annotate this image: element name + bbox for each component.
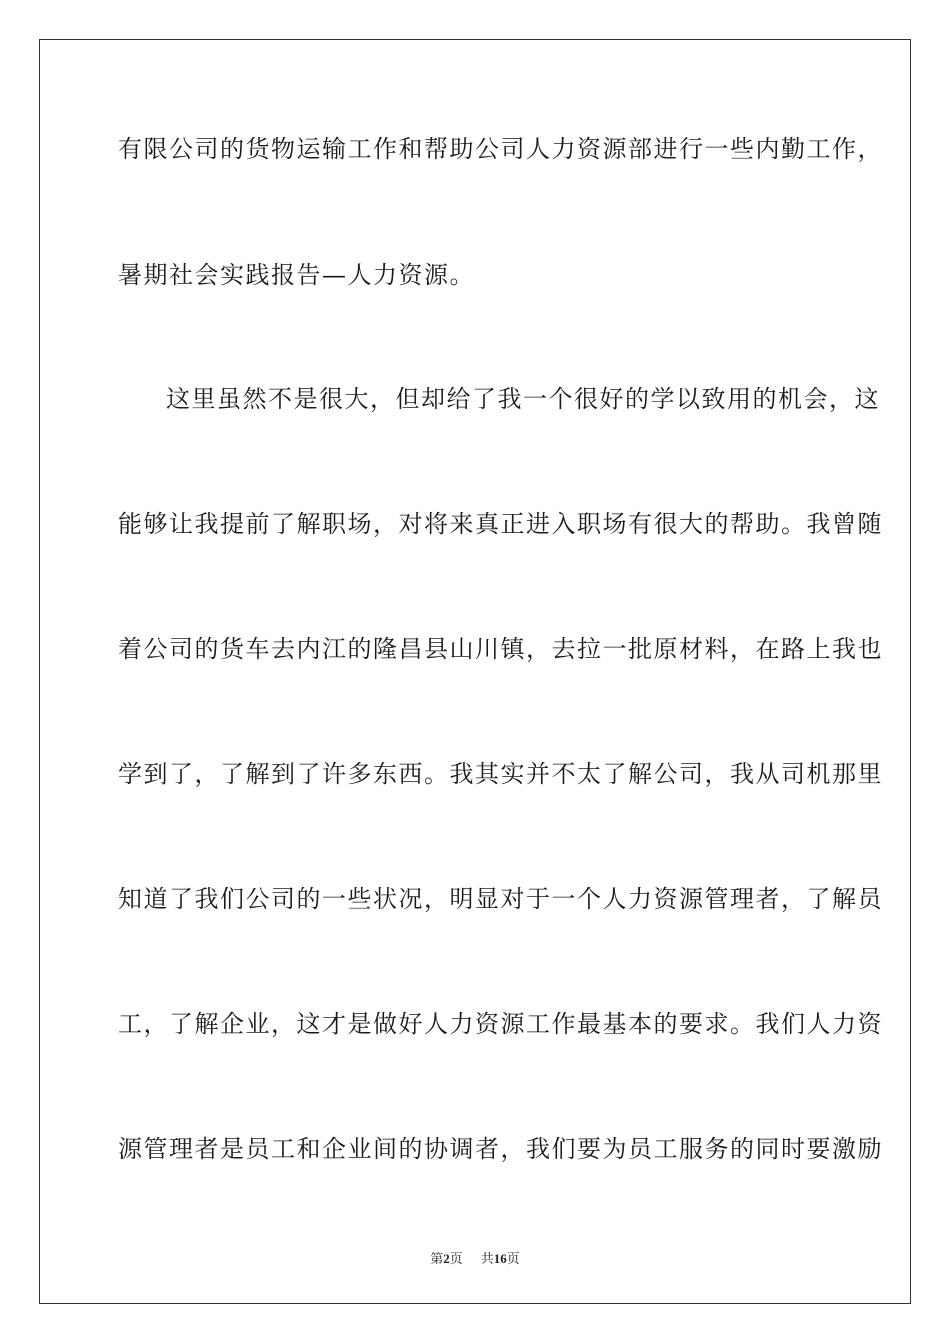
page-suffix: 页 — [449, 1251, 463, 1266]
page-prefix: 第 — [430, 1251, 444, 1266]
text-line-3: 这里虽然不是很大，但却给了我一个很好的学以致用的机会，这 — [166, 385, 880, 413]
total-pages: 16 — [493, 1251, 507, 1266]
text-line-8: 工，了解企业，这才是做好人力资源工作最基本的要求。我们人力资 — [118, 1010, 883, 1038]
text-line-9: 源管理者是员工和企业间的协调者，我们要为员工服务的同时要激励 — [118, 1135, 883, 1163]
text-line-4: 能够让我提前了解职场，对将来真正进入职场有很大的帮助。我曾随 — [118, 510, 883, 538]
text-line-5: 着公司的货车去内江的隆昌县山川镇，去拉一批原材料，在路上我也 — [118, 635, 883, 663]
text-line-6: 学到了，了解到了许多东西。我其实并不太了解公司，我从司机那里 — [118, 760, 883, 788]
page-footer — [0, 1248, 950, 1267]
text-line-1: 有限公司的货物运输工作和帮助公司人力资源部进行一些内勤工作， — [118, 135, 883, 163]
text-line-7: 知道了我们公司的一些状况，明显对于一个人力资源管理者，了解员 — [118, 885, 883, 913]
total-prefix: 共 — [480, 1251, 494, 1266]
text-line-2: 暑期社会实践报告—人力资源。 — [118, 261, 475, 289]
page-number: 2 — [443, 1251, 450, 1266]
total-suffix: 页 — [506, 1251, 520, 1266]
page-border — [39, 39, 911, 1304]
